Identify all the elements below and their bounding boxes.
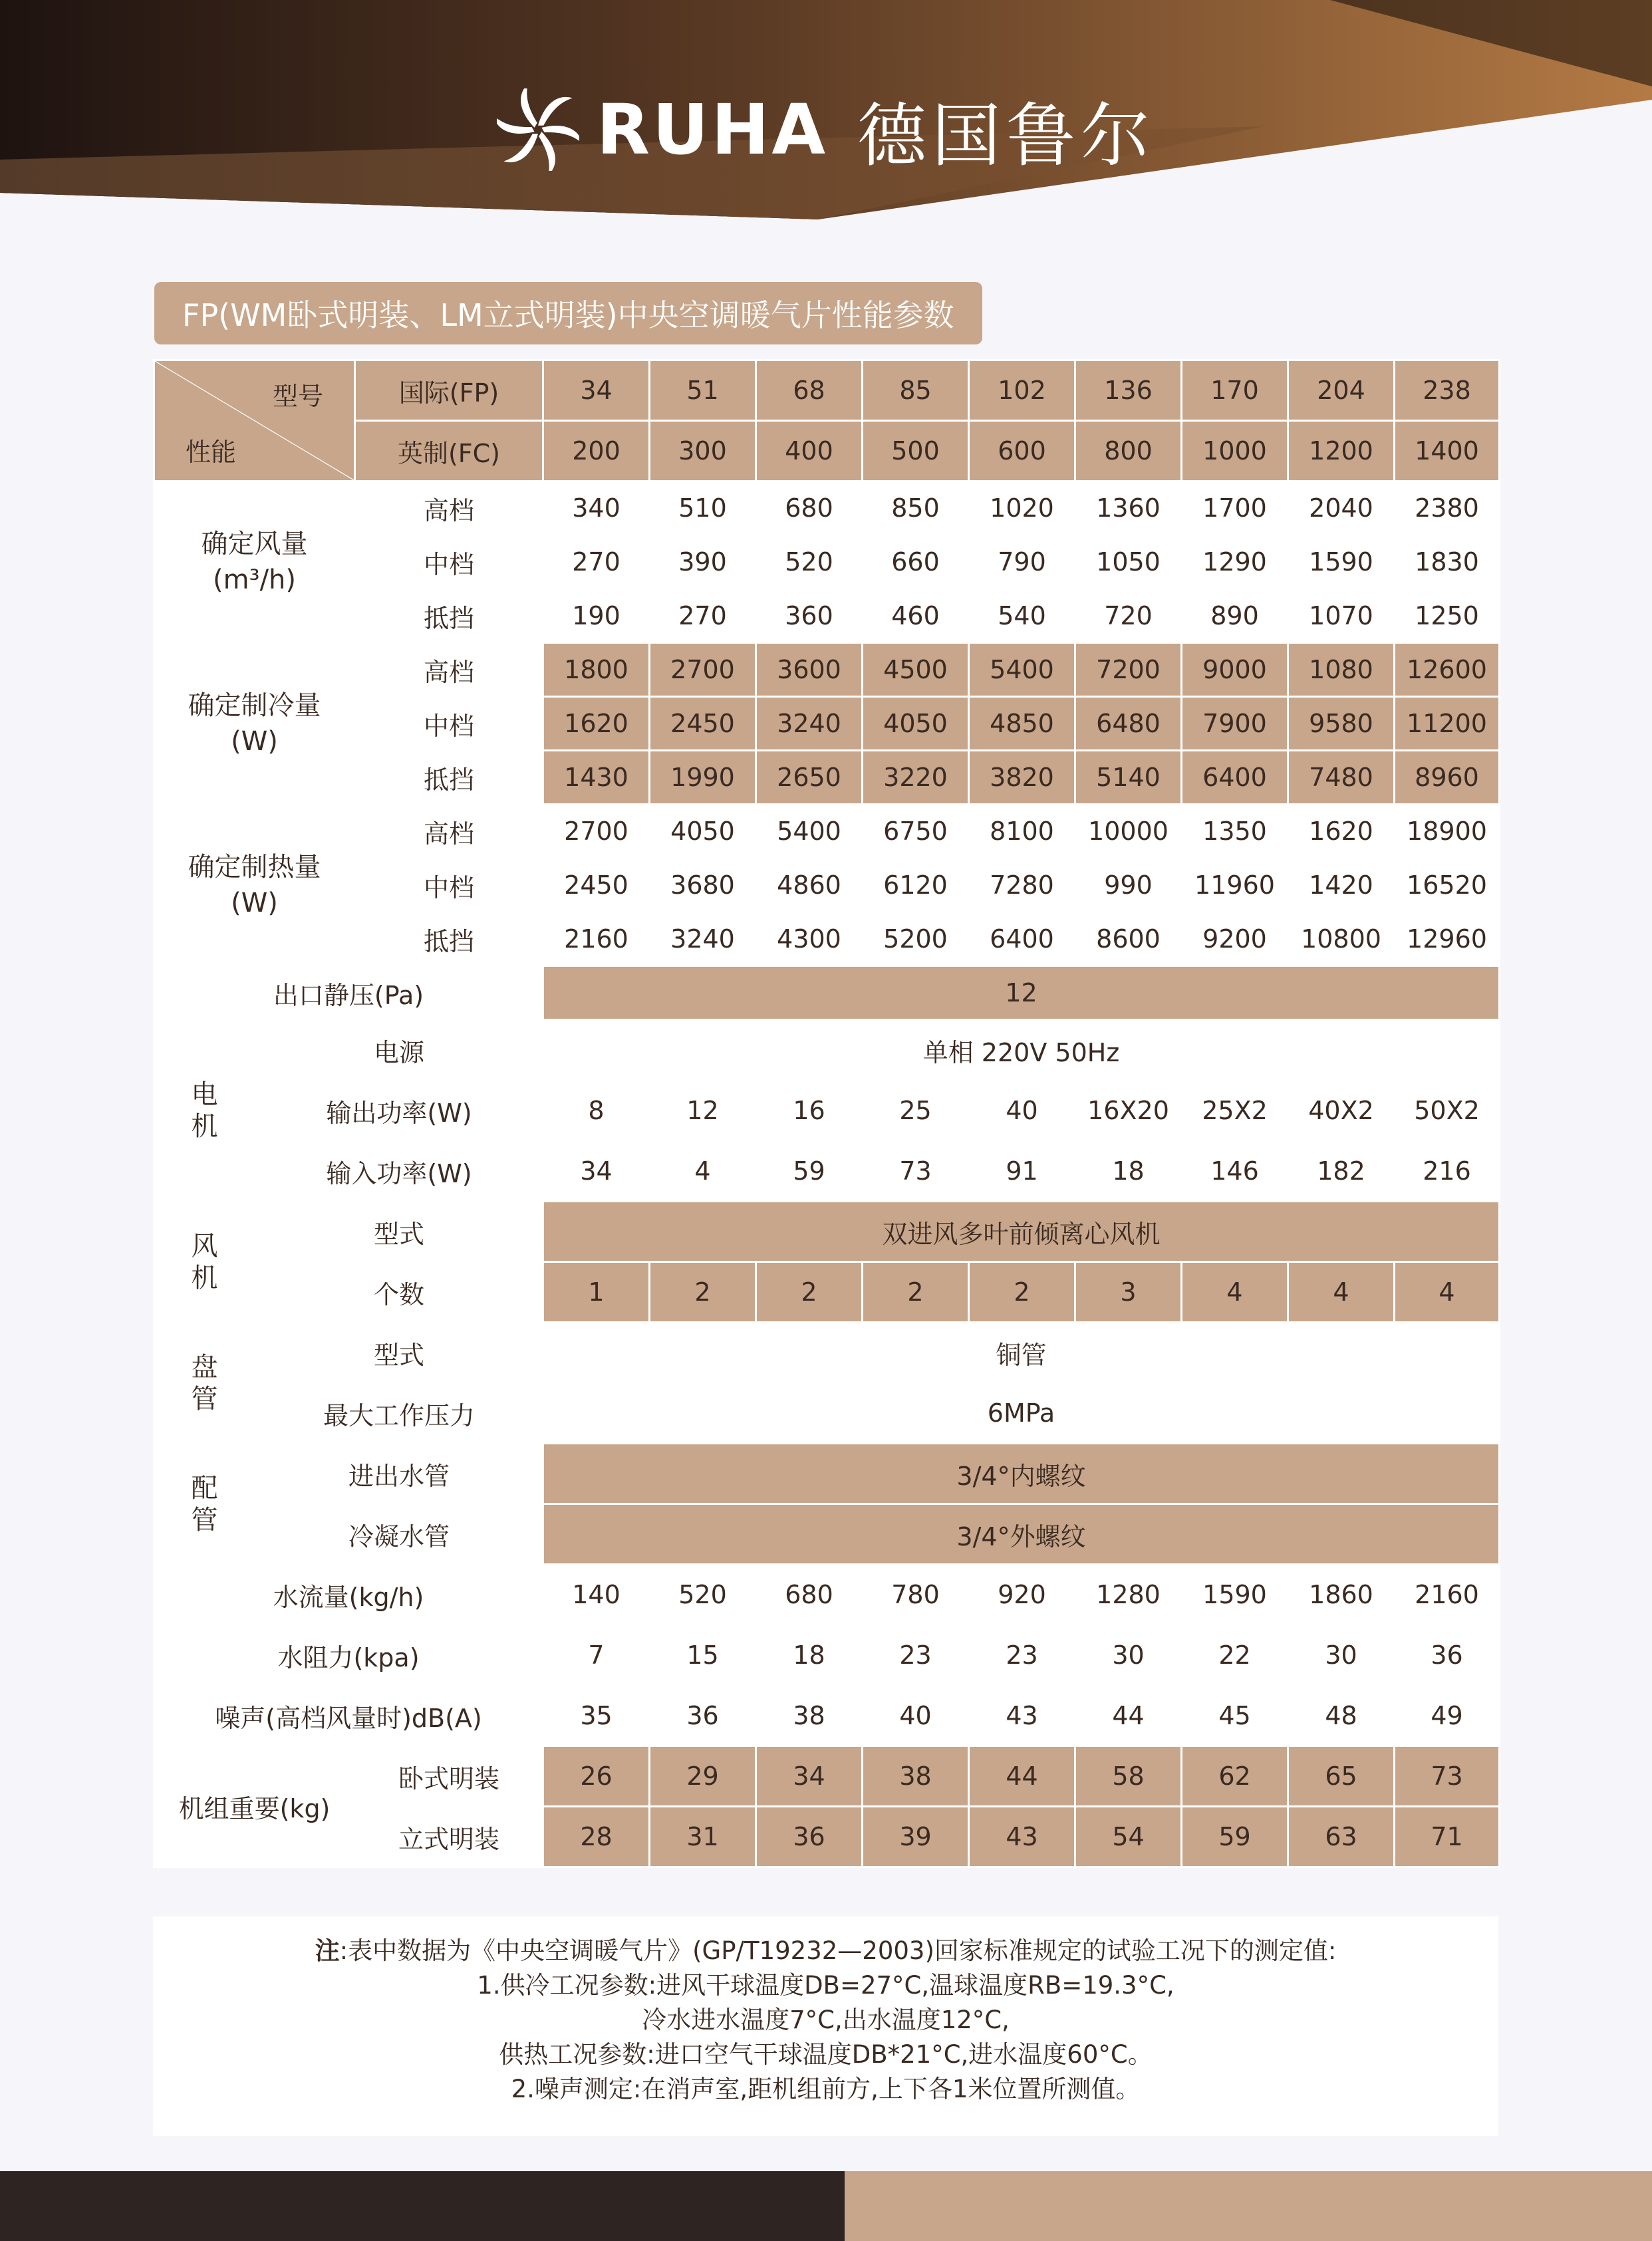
cell: 2450 — [650, 697, 756, 751]
motor-label-a: 电 — [191, 1079, 218, 1110]
cell: 8960 — [1395, 751, 1500, 805]
swirl-fan-icon — [497, 88, 579, 171]
cooling-mid-row — [154, 697, 1500, 751]
cell: 6400 — [969, 912, 1075, 966]
page-header — [0, 0, 1652, 226]
power-supply-row — [154, 1020, 1500, 1081]
max-pressure-row — [154, 1383, 1500, 1444]
cell: 540 — [969, 589, 1075, 643]
cell: 9200 — [1182, 912, 1288, 966]
cell: 990 — [1075, 858, 1182, 912]
cell: 520 — [650, 1565, 756, 1625]
brand-name: RUHA — [596, 89, 829, 170]
cell: 6400 — [1182, 751, 1288, 805]
cell: 3220 — [863, 751, 969, 805]
cell: 44 — [969, 1746, 1075, 1807]
cell: 12960 — [1395, 912, 1500, 966]
power-supply-label: 电源 — [255, 1020, 543, 1081]
cell: 600 — [969, 421, 1075, 481]
cell: 510 — [650, 481, 756, 535]
cell: 102 — [969, 360, 1075, 421]
cell: 4 — [650, 1141, 756, 1202]
header-row-fc — [154, 421, 1500, 481]
note-line-1 — [153, 1934, 1498, 1968]
cell: 6120 — [863, 858, 969, 912]
cell: 2 — [969, 1262, 1075, 1323]
cooling-low-row — [154, 751, 1500, 805]
cell: 59 — [1182, 1807, 1288, 1867]
diagonal-line — [155, 361, 354, 480]
level-mid: 中档 — [355, 697, 543, 751]
noise-row — [154, 1686, 1500, 1746]
level-low: 抵挡 — [355, 912, 543, 966]
cell: 1420 — [1288, 858, 1395, 912]
cell: 190 — [543, 589, 650, 643]
cell: 30 — [1075, 1625, 1182, 1686]
header-corner — [154, 360, 355, 481]
cell: 1590 — [1288, 535, 1395, 589]
cell: 1830 — [1395, 535, 1500, 589]
cell: 4860 — [756, 858, 863, 912]
cell: 23 — [863, 1625, 969, 1686]
coil-type-value: 铜管 — [543, 1323, 1500, 1383]
cell: 68 — [756, 360, 863, 421]
cell: 182 — [1288, 1141, 1395, 1202]
cell: 2380 — [1395, 481, 1500, 535]
cell: 44 — [1075, 1686, 1182, 1746]
cell: 39 — [863, 1807, 969, 1867]
cell: 43 — [969, 1807, 1075, 1867]
cell: 3820 — [969, 751, 1075, 805]
weight-label: 机组重要(kg) — [154, 1746, 355, 1867]
cell: 71 — [1395, 1807, 1500, 1867]
cell: 34 — [543, 360, 650, 421]
cell: 7900 — [1182, 697, 1288, 751]
cell: 7280 — [969, 858, 1075, 912]
coil-type-row — [154, 1323, 1500, 1383]
cell: 59 — [756, 1141, 863, 1202]
row-label-fp: 国际(FP) — [355, 360, 543, 421]
cell: 890 — [1182, 589, 1288, 643]
level-mid: 中档 — [355, 858, 543, 912]
cell: 2700 — [650, 643, 756, 697]
cell: 1620 — [543, 697, 650, 751]
heating-category — [154, 805, 355, 966]
cell: 23 — [969, 1625, 1075, 1686]
cell: 3240 — [756, 697, 863, 751]
cell: 4300 — [756, 912, 863, 966]
cell: 8 — [543, 1081, 650, 1141]
cell: 7200 — [1075, 643, 1182, 697]
weight-vertical-label: 立式明装 — [355, 1807, 543, 1867]
footer-bar-dark — [0, 2171, 845, 2241]
cell: 7480 — [1288, 751, 1395, 805]
cell: 30 — [1288, 1625, 1395, 1686]
coil-label-b: 管 — [191, 1383, 218, 1414]
notes-section — [153, 1916, 1498, 2136]
cell: 2 — [863, 1262, 969, 1323]
motor-label-b: 机 — [191, 1111, 218, 1142]
condensate-pipe-row — [154, 1504, 1500, 1565]
cell: 26 — [543, 1746, 650, 1807]
motor-category — [154, 1020, 255, 1202]
cell: 73 — [1395, 1746, 1500, 1807]
cell: 12 — [650, 1081, 756, 1141]
airflow-label: 确定风量 — [201, 529, 308, 559]
cell: 40X2 — [1288, 1081, 1395, 1141]
fan-category — [154, 1202, 255, 1323]
footer-bar-accent — [845, 2171, 1652, 2241]
cell: 2450 — [543, 858, 650, 912]
cell: 25X2 — [1182, 1081, 1288, 1141]
water-resistance-row — [154, 1625, 1500, 1686]
cell: 2 — [756, 1262, 863, 1323]
cell: 12600 — [1395, 643, 1500, 697]
cell: 800 — [1075, 421, 1182, 481]
cell: 28 — [543, 1807, 650, 1867]
cell: 2160 — [543, 912, 650, 966]
cell: 3600 — [756, 643, 863, 697]
cell: 4050 — [863, 697, 969, 751]
cell: 40 — [863, 1686, 969, 1746]
cell: 1990 — [650, 751, 756, 805]
cell: 1020 — [969, 481, 1075, 535]
cell: 58 — [1075, 1746, 1182, 1807]
cell: 390 — [650, 535, 756, 589]
cell: 238 — [1395, 360, 1500, 421]
input-power-label: 输入功率(W) — [255, 1141, 543, 1202]
level-high: 高档 — [355, 481, 543, 535]
water-flow-label: 水流量(kg/h) — [154, 1565, 543, 1625]
cell: 1 — [543, 1262, 650, 1323]
cell: 9580 — [1288, 697, 1395, 751]
fan-type-row — [154, 1202, 1500, 1262]
cell: 680 — [756, 481, 863, 535]
cell: 10000 — [1075, 805, 1182, 858]
cell: 25 — [863, 1081, 969, 1141]
cell: 920 — [969, 1565, 1075, 1625]
cell: 10800 — [1288, 912, 1395, 966]
weight-horizontal-label: 卧式明装 — [355, 1746, 543, 1807]
static-pressure-row — [154, 966, 1500, 1020]
cell: 49 — [1395, 1686, 1500, 1746]
cell: 1860 — [1288, 1565, 1395, 1625]
cell: 36 — [650, 1686, 756, 1746]
coil-category — [154, 1323, 255, 1444]
cell: 720 — [1075, 589, 1182, 643]
cell: 780 — [863, 1565, 969, 1625]
cell: 1620 — [1288, 805, 1395, 858]
cell: 5400 — [756, 805, 863, 858]
noise-label: 噪声(高档风量时)dB(A) — [154, 1686, 543, 1746]
cell: 204 — [1288, 360, 1395, 421]
airflow-mid-row — [154, 535, 1500, 589]
airflow-high-row — [154, 481, 1500, 535]
cell: 4 — [1288, 1262, 1395, 1323]
airflow-unit: (m³/h) — [212, 565, 297, 595]
cell: 1280 — [1075, 1565, 1182, 1625]
cell: 22 — [1182, 1625, 1288, 1686]
row-label-fc: 英制(FC) — [355, 421, 543, 481]
cell: 1430 — [543, 751, 650, 805]
cell: 4850 — [969, 697, 1075, 751]
cell: 8600 — [1075, 912, 1182, 966]
heating-label: 确定制热量 — [188, 852, 321, 882]
cell: 270 — [650, 589, 756, 643]
corner-model-label: 型号 — [272, 382, 323, 411]
cell: 4500 — [863, 643, 969, 697]
static-pressure-value: 12 — [543, 966, 1500, 1020]
cell: 5140 — [1075, 751, 1182, 805]
cell: 45 — [1182, 1686, 1288, 1746]
cell: 146 — [1182, 1141, 1288, 1202]
level-high: 高档 — [355, 805, 543, 858]
note-line-2: 1.供冷工况参数:进风干球温度DB=27°C,温球温度RB=19.3°C, — [477, 1971, 1174, 2000]
cell: 200 — [543, 421, 650, 481]
cell: 1080 — [1288, 643, 1395, 697]
cell: 9000 — [1182, 643, 1288, 697]
cell: 3240 — [650, 912, 756, 966]
cell: 1290 — [1182, 535, 1288, 589]
cell: 3680 — [650, 858, 756, 912]
weight-vertical-row — [154, 1807, 1500, 1867]
cell: 5400 — [969, 643, 1075, 697]
max-pressure-value: 6MPa — [543, 1383, 1500, 1444]
cell: 11960 — [1182, 858, 1288, 912]
airflow-low-row — [154, 589, 1500, 643]
cell: 1200 — [1288, 421, 1395, 481]
cell: 4050 — [650, 805, 756, 858]
pipe-label-b: 管 — [191, 1504, 218, 1535]
output-power-label: 输出功率(W) — [255, 1081, 543, 1141]
airflow-category — [154, 481, 355, 643]
cell: 136 — [1075, 360, 1182, 421]
cell: 29 — [650, 1746, 756, 1807]
brand-name-cn: 德国鲁尔 — [857, 95, 1156, 176]
cell: 140 — [543, 1565, 650, 1625]
cell: 50X2 — [1395, 1081, 1500, 1141]
water-pipe-row — [154, 1444, 1500, 1504]
cell: 1250 — [1395, 589, 1500, 643]
cell: 1800 — [543, 643, 650, 697]
cell: 36 — [1395, 1625, 1500, 1686]
heating-high-row — [154, 805, 1500, 858]
header-row-fp — [154, 360, 1500, 421]
cell: 4 — [1395, 1262, 1500, 1323]
brand-logo — [0, 80, 1652, 180]
level-low: 抵挡 — [355, 751, 543, 805]
cell: 460 — [863, 589, 969, 643]
cell: 3 — [1075, 1262, 1182, 1323]
cell: 2040 — [1288, 481, 1395, 535]
level-high: 高档 — [355, 643, 543, 697]
cooling-unit: (W) — [231, 726, 278, 757]
cell: 15 — [650, 1625, 756, 1686]
cell: 31 — [650, 1807, 756, 1867]
fan-label-b: 机 — [191, 1262, 218, 1293]
note-line-1-text: :表中数据为《中央空调暖气片》(GP/T19232—2003)回家标准规定的试验工况下的测定值: — [339, 1936, 1337, 1965]
cell: 2160 — [1395, 1565, 1500, 1625]
cell: 300 — [650, 421, 756, 481]
fan-type-label: 型式 — [255, 1202, 543, 1262]
cell: 1050 — [1075, 535, 1182, 589]
water-pipe-value: 3/4°内螺纹 — [543, 1444, 1500, 1504]
cell: 62 — [1182, 1746, 1288, 1807]
cell: 11200 — [1395, 697, 1500, 751]
power-supply-value: 单相 220V 50Hz — [543, 1020, 1500, 1081]
condensate-pipe-label: 冷凝水管 — [255, 1504, 543, 1565]
fan-type-value: 双进风多叶前倾离心风机 — [543, 1202, 1500, 1262]
input-power-row — [154, 1141, 1500, 1202]
heating-low-row — [154, 912, 1500, 966]
water-flow-row — [154, 1565, 1500, 1625]
cell: 51 — [650, 360, 756, 421]
cell: 1350 — [1182, 805, 1288, 858]
weight-horizontal-row — [154, 1746, 1500, 1807]
cell: 16X20 — [1075, 1081, 1182, 1141]
cell: 40 — [969, 1081, 1075, 1141]
cell: 36 — [756, 1807, 863, 1867]
pipe-category — [154, 1444, 255, 1565]
cell: 660 — [863, 535, 969, 589]
note-prefix: 注 — [315, 1936, 340, 1965]
cooling-high-row — [154, 643, 1500, 697]
cell: 16520 — [1395, 858, 1500, 912]
fan-count-label: 个数 — [255, 1262, 543, 1323]
cell: 850 — [863, 481, 969, 535]
static-pressure-label: 出口静压(Pa) — [154, 966, 543, 1020]
cell: 1700 — [1182, 481, 1288, 535]
cell: 1070 — [1288, 589, 1395, 643]
cell: 38 — [863, 1746, 969, 1807]
cooling-category — [154, 643, 355, 805]
cell: 54 — [1075, 1807, 1182, 1867]
cell: 5200 — [863, 912, 969, 966]
water-resistance-label: 水阻力(kpa) — [154, 1625, 543, 1686]
condensate-pipe-value: 3/4°外螺纹 — [543, 1504, 1500, 1565]
cell: 170 — [1182, 360, 1288, 421]
level-low: 抵挡 — [355, 589, 543, 643]
corner-performance-label: 性能 — [186, 438, 237, 467]
cell: 38 — [756, 1686, 863, 1746]
cell: 35 — [543, 1686, 650, 1746]
cell: 2700 — [543, 805, 650, 858]
cell: 340 — [543, 481, 650, 535]
cell: 34 — [543, 1141, 650, 1202]
fan-count-row — [154, 1262, 1500, 1323]
cell: 91 — [969, 1141, 1075, 1202]
cell: 7 — [543, 1625, 650, 1686]
spec-table — [153, 359, 1500, 1868]
cell: 400 — [756, 421, 863, 481]
water-pipe-label: 进出水管 — [255, 1444, 543, 1504]
page-title: FP(WM卧式明装、LM立式明装)中央空调暖气片性能参数 — [154, 282, 982, 344]
cell: 18900 — [1395, 805, 1500, 858]
cell: 73 — [863, 1141, 969, 1202]
note-line-5: 2.噪声测定:在消声室,距机组前方,上下各1米位置所测值。 — [511, 2075, 1141, 2103]
cell: 63 — [1288, 1807, 1395, 1867]
cell: 790 — [969, 535, 1075, 589]
cell: 1360 — [1075, 481, 1182, 535]
cell: 216 — [1395, 1141, 1500, 1202]
cell: 500 — [863, 421, 969, 481]
cell: 6750 — [863, 805, 969, 858]
cell: 48 — [1288, 1686, 1395, 1746]
heating-mid-row — [154, 858, 1500, 912]
note-line-3: 冷水进水温度7°C,出水温度12°C, — [642, 2006, 1010, 2034]
cell: 520 — [756, 535, 863, 589]
cell: 8100 — [969, 805, 1075, 858]
heating-unit: (W) — [231, 888, 278, 918]
cell: 270 — [543, 535, 650, 589]
note-line-4: 供热工况参数:进口空气干球温度DB*21°C,进水温度60°C。 — [499, 2040, 1153, 2069]
cell: 16 — [756, 1081, 863, 1141]
max-pressure-label: 最大工作压力 — [255, 1383, 543, 1444]
cell: 4 — [1182, 1262, 1288, 1323]
cooling-label: 确定制冷量 — [188, 690, 321, 721]
cell: 1400 — [1395, 421, 1500, 481]
cell: 2 — [650, 1262, 756, 1323]
cell: 65 — [1288, 1746, 1395, 1807]
cell: 34 — [756, 1746, 863, 1807]
coil-label-a: 盘 — [191, 1351, 218, 1383]
pipe-label-a: 配 — [191, 1472, 218, 1504]
cell: 43 — [969, 1686, 1075, 1746]
cell: 18 — [1075, 1141, 1182, 1202]
cell: 6480 — [1075, 697, 1182, 751]
cell: 1590 — [1182, 1565, 1288, 1625]
cell: 18 — [756, 1625, 863, 1686]
cell: 1000 — [1182, 421, 1288, 481]
cell: 360 — [756, 589, 863, 643]
cell: 85 — [863, 360, 969, 421]
output-power-row — [154, 1081, 1500, 1141]
fan-label-a: 风 — [191, 1230, 218, 1261]
cell: 680 — [756, 1565, 863, 1625]
level-mid: 中档 — [355, 535, 543, 589]
cell: 2650 — [756, 751, 863, 805]
coil-type-label: 型式 — [255, 1323, 543, 1383]
